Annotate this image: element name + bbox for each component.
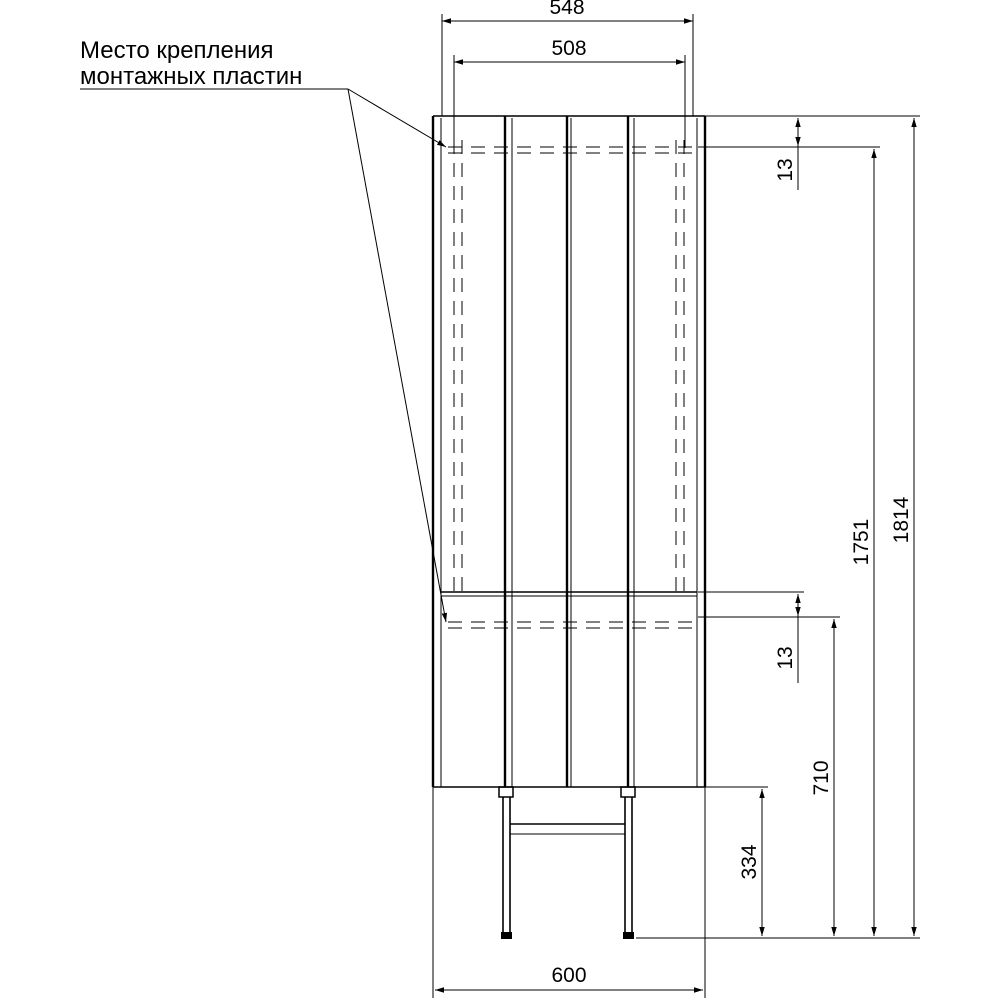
dim-13-lower-label: 13	[774, 646, 797, 670]
dimension-334	[738, 789, 762, 936]
dimension-1751	[850, 149, 874, 936]
dim-710-label: 710	[810, 760, 833, 796]
dimension-508	[454, 37, 685, 148]
mounting-plates-hidden-lines	[448, 140, 698, 628]
dimension-13-upper	[774, 118, 798, 190]
dim-334-label: 334	[738, 844, 761, 880]
dim-508-label: 508	[551, 37, 587, 60]
dim-1814-label: 1814	[890, 496, 913, 544]
dim-600-label: 600	[551, 964, 587, 987]
cabinet-body	[433, 116, 705, 787]
dim-1751-label: 1751	[850, 518, 873, 566]
dimension-710	[810, 619, 834, 936]
dimension-1814	[890, 118, 914, 936]
dimension-13-lower	[774, 594, 798, 683]
right-extension-lines	[636, 116, 920, 938]
mounting-plates-annotation	[80, 37, 446, 622]
annotation-line-2: монтажных пластин	[80, 63, 303, 90]
cabinet-legs	[499, 787, 635, 939]
dim-13-upper-label: 13	[774, 158, 797, 182]
dimension-600	[433, 787, 705, 998]
dim-548-label: 548	[549, 0, 585, 19]
annotation-line-1: Место крепления	[80, 37, 274, 64]
